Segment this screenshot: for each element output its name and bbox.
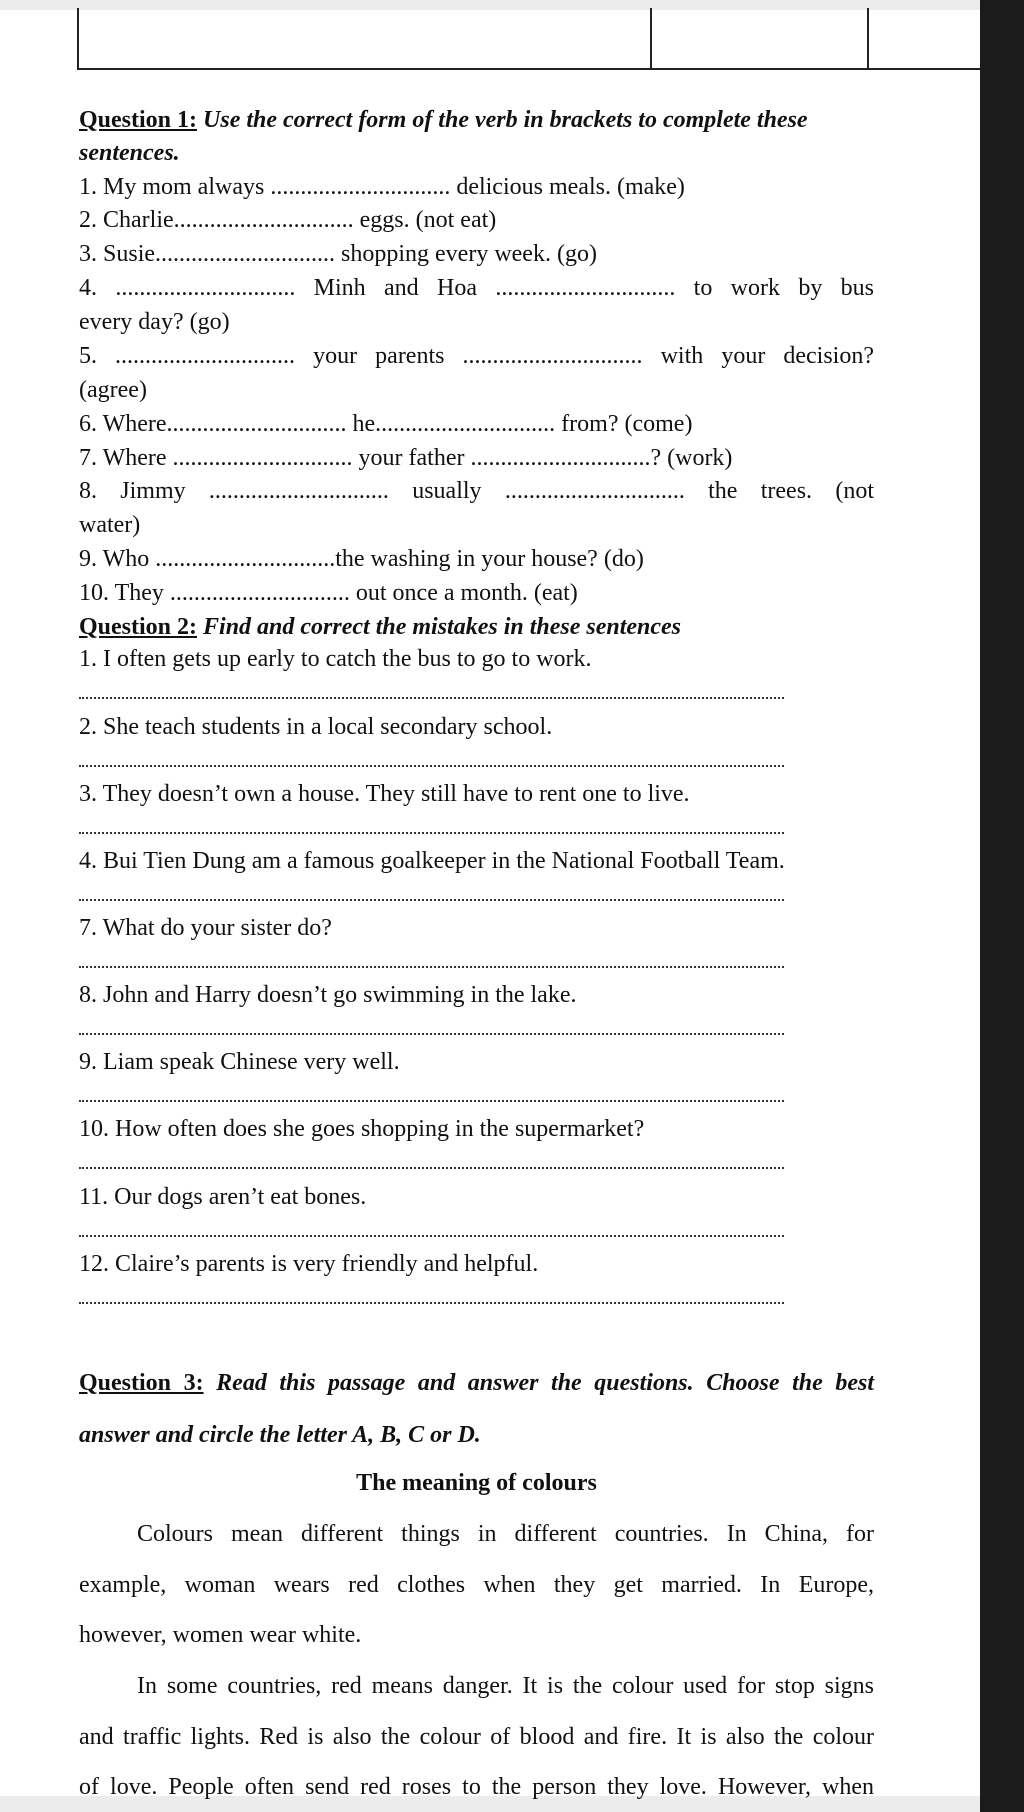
q2-item: 8. John and Harry doesn’t go swimming in the lake. bbox=[79, 982, 577, 1008]
q2-label: Question 2: bbox=[79, 614, 198, 640]
passage-line: Colours mean different things in different countries. In China, for bbox=[137, 1521, 874, 1547]
passage-line: of love. People often send red roses to the person they love. However, when bbox=[79, 1774, 874, 1800]
q1-item: 9. Who ..............................the washing in your house? (do) bbox=[79, 546, 644, 572]
q2-item: 1. I often gets up early to catch the bus to go to work. bbox=[79, 646, 592, 672]
q2-item: 9. Liam speak Chinese very well. bbox=[79, 1049, 400, 1075]
right-edge bbox=[980, 0, 1024, 1812]
q1-item: 1. My mom always .............................. delicious meals. (make) bbox=[79, 174, 685, 200]
q1-item-cont: (agree) bbox=[79, 377, 147, 403]
q3-instruction: Read this passage and answer the questions. Choose the best bbox=[216, 1370, 875, 1396]
q2-item: 2. She teach students in a local secondary school. bbox=[79, 714, 553, 740]
q1-item: 8. Jimmy .............................. usually .............................. the trees. (not bbox=[79, 478, 874, 504]
q1-item: 2. Charlie.............................. eggs. (not eat) bbox=[79, 207, 497, 233]
answer-line[interactable] bbox=[79, 899, 784, 901]
passage-line: example, woman wears red clothes when they get married. In Europe, bbox=[79, 1572, 874, 1598]
q1-item: 3. Susie.............................. shopping every week. (go) bbox=[79, 241, 597, 267]
answer-line[interactable] bbox=[79, 1100, 784, 1102]
answer-line[interactable] bbox=[79, 1235, 784, 1237]
q1-instruction-cont: sentences. bbox=[79, 140, 180, 166]
answer-line[interactable] bbox=[79, 765, 784, 767]
q1-item: 5. .............................. your parents .............................. with your decision? bbox=[79, 343, 874, 369]
q1-item: 6. Where.............................. he.............................. from? (come) bbox=[79, 411, 693, 437]
answer-line[interactable] bbox=[79, 832, 784, 834]
top-edge bbox=[0, 0, 980, 10]
q2-item: 11. Our dogs aren’t eat bones. bbox=[79, 1184, 367, 1210]
q1-label: Question 1: bbox=[79, 107, 198, 133]
answer-line[interactable] bbox=[79, 697, 784, 699]
q1-header-line1 bbox=[79, 105, 874, 135]
q2-instruction: Find and correct the mistakes in these sentences bbox=[203, 614, 682, 640]
q2-item: 7. What do your sister do? bbox=[79, 915, 332, 941]
q1-item: 4. .............................. Minh and Hoa .............................. to work by bus bbox=[79, 275, 874, 301]
answer-line[interactable] bbox=[79, 966, 784, 968]
q2-item: 4. Bui Tien Dung am a famous goalkeeper in the National Football Team. bbox=[79, 848, 785, 874]
passage-title: The meaning of colours bbox=[356, 1470, 597, 1496]
q1-item-cont: water) bbox=[79, 512, 141, 538]
passage-line: and traffic lights. Red is also the colour of blood and fire. It is also the colour bbox=[79, 1724, 874, 1750]
q3-label: Question 3: bbox=[79, 1370, 204, 1396]
q1-item: 7. Where .............................. your father ..............................? (work) bbox=[79, 445, 733, 471]
q2-item: 12. Claire’s parents is very friendly and helpful. bbox=[79, 1251, 539, 1277]
q2-item: 3. They doesn’t own a house. They still have to rent one to live. bbox=[79, 781, 690, 807]
q2-item: 10. How often does she goes shopping in the supermarket? bbox=[79, 1116, 645, 1142]
passage-line: however, women wear white. bbox=[79, 1622, 362, 1648]
q3-header-line1 bbox=[79, 1368, 874, 1398]
q3-instruction-cont: answer and circle the letter A, B, C or D. bbox=[79, 1422, 481, 1448]
passage-line: In some countries, red means danger. It is the colour used for stop signs bbox=[137, 1673, 874, 1699]
q1-item-cont: every day? (go) bbox=[79, 309, 230, 335]
answer-line[interactable] bbox=[79, 1033, 784, 1035]
q2-header bbox=[79, 612, 681, 642]
q1-instruction: Use the correct form of the verb in brackets to complete these bbox=[203, 107, 808, 133]
answer-line[interactable] bbox=[79, 1167, 784, 1169]
q1-item: 10. They .............................. out once a month. (eat) bbox=[79, 580, 578, 606]
answer-line[interactable] bbox=[79, 1302, 784, 1304]
